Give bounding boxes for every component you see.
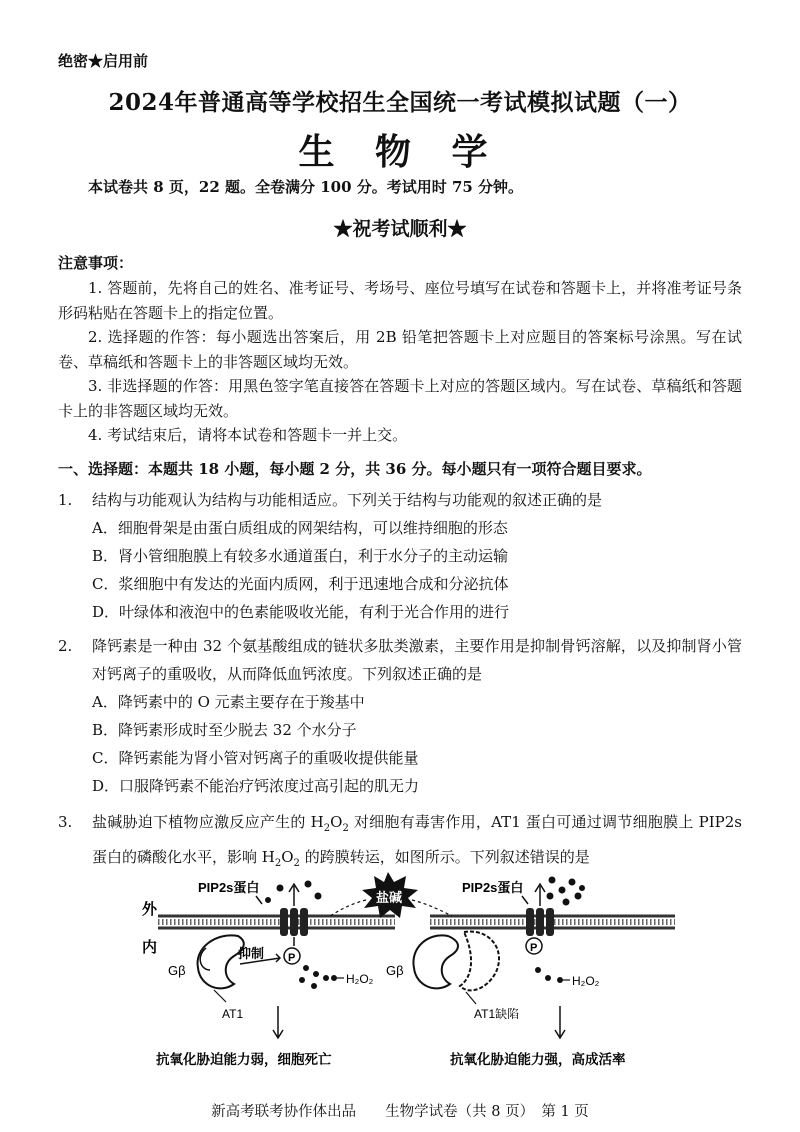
- result-label-right: 抗氧化胁迫能力强，高成活率: [450, 1052, 626, 1067]
- question-stem: 降钙素是一种由 32 个氨基酸组成的链状多肽类激素，主要作用是抑制骨钙溶解，以及抑制肾小管对钙离子的重吸收，从而降低血钙浓度。下列叙述正确的是: [92, 637, 742, 683]
- result-label-left: 抗氧化胁迫能力弱，细胞死亡: [156, 1052, 332, 1067]
- note-item: 2. 选择题的作答：每小题选出答案后，用 2B 铅笔把答题卡上对应题目的答案标号涂黑。写在试卷、草稿纸和答题卡上的非答题区域均无效。: [58, 328, 742, 371]
- question-number: 3.: [58, 813, 73, 831]
- gbeta-shape-right: [413, 935, 458, 988]
- at1-label-left: AT1: [222, 1007, 244, 1021]
- question-3: [58, 808, 742, 878]
- note-item: 3. 非选择题的作答：用黑色签字笔直接答在答题卡上对应的答题区域内。写在试卷、草稿纸和答题卡上的非答题区域均无效。: [58, 377, 742, 420]
- gbeta-label-right: Gβ: [386, 963, 404, 978]
- option-a: A．降钙素中的 O 元素主要存在于羧基中: [92, 693, 365, 711]
- h2o2-label-left: H₂O₂: [346, 972, 374, 986]
- h2o2-molecules-left-inside: [299, 965, 344, 989]
- page-footer: 新高考联考协作体出品 生物学试卷（共 8 页） 第 1 页: [211, 1104, 589, 1120]
- at1-defect-shape-right: [460, 932, 499, 991]
- pip2s-membrane-figure: [130, 870, 690, 1070]
- question-number: 2.: [58, 637, 73, 655]
- phospho-p-text: P: [530, 942, 538, 954]
- notes-heading: 注意事项：: [58, 254, 134, 272]
- question-2: [58, 632, 742, 800]
- inhibit-label: 抑制: [238, 946, 265, 961]
- option-b: B．肾小管细胞膜上有较多水通道蛋白，利于水分子的主动运输: [92, 547, 509, 565]
- pip2s-label-right: PIP2s蛋白: [462, 880, 524, 895]
- exam-info: 本试卷共 8 页，22 题。全卷满分 100 分。考试用时 75 分钟。: [88, 178, 524, 196]
- option-d: D．叶绿体和液泡中的色素能吸收光能，有利于光合作用的进行: [92, 603, 510, 621]
- exam-title: 2024年普通高等学校招生全国统一考试模拟试题（一）: [108, 89, 692, 116]
- pip2s-channel-left: [280, 884, 308, 946]
- stress-label: 盐碱: [376, 890, 403, 905]
- h2o2-label-right: H₂O₂: [572, 974, 600, 988]
- question-1: [58, 486, 742, 626]
- note-item: 4. 考试结束后，请将本试卷和答题卡一并上交。: [88, 426, 408, 444]
- gbeta-label-left: Gβ: [168, 963, 186, 978]
- question-stem: 结构与功能观认为结构与功能相适应。下列关于结构与功能观的叙述正确的是: [92, 491, 603, 509]
- option-b: B．降钙素形成时至少脱去 32 个水分子: [92, 721, 357, 739]
- option-a: A．细胞骨架是由蛋白质组成的网架结构，可以维持细胞的形态: [92, 519, 508, 537]
- at1-protein-shape-left: [198, 935, 244, 988]
- phospho-p-text: P: [288, 952, 296, 964]
- question-stem: 盐碱胁迫下植物应激反应产生的 $H_2O_2$ 对细胞有毒害作用，AT1 蛋白可通过调节细胞膜上 PIP2s 蛋白的磷酸化水平，影响 $H_2O_2$ 的跨膜转运，如图所示。下列叙述错误的是: [92, 813, 742, 869]
- subject-title: 生 物 学: [298, 131, 502, 173]
- option-c: C．浆细胞中有发达的光面内质网，利于迅速地合成和分泌抗体: [92, 575, 509, 593]
- notes-list: [58, 276, 742, 448]
- option-c: C．降钙素能为肾小管对钙离子的重吸收提供能量: [92, 749, 419, 767]
- outside-label: 外: [142, 901, 158, 918]
- option-d: D．口服降钙素不能治疗钙浓度过高引起的肌无力: [92, 777, 420, 795]
- question-number: 1.: [58, 491, 73, 509]
- pip2s-label-left: PIP2s蛋白: [198, 880, 260, 895]
- inside-label: 内: [142, 939, 158, 956]
- h2o2-molecules-right-inside: [535, 967, 570, 983]
- secret-label: 绝密★启用前: [58, 52, 149, 70]
- good-luck-banner: ★祝考试顺利★: [333, 218, 467, 240]
- section-heading: 一、选择题：本题共 18 小题，每小题 2 分，共 36 分。每小题只有一项符合题目要求。: [58, 460, 652, 478]
- h2o2-molecules-right-outside: [547, 877, 586, 906]
- note-item: 1. 答题前，先将自己的姓名、准考证号、考场号、座位号填写在试卷和答题卡上，并将准考证号条形码粘贴在答题卡上的指定位置。: [58, 279, 742, 322]
- pip2s-channel-right: [526, 884, 554, 936]
- at1-defect-label: AT1缺陷: [474, 1007, 520, 1021]
- cell-membrane-left: [158, 916, 395, 928]
